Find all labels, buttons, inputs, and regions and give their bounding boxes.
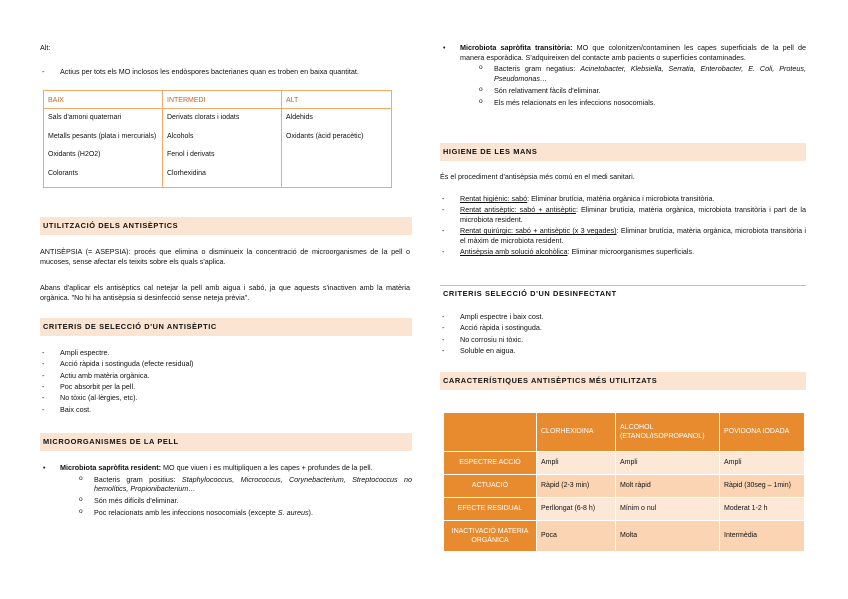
resident-list [40, 463, 412, 520]
table-row [444, 475, 805, 498]
list-item: - Acció ràpida i sostinguda. [440, 323, 806, 333]
item-label: Rentat antisèptic: sabó + antisèptic [460, 205, 576, 215]
table-row [444, 452, 805, 475]
item-text: : Eliminar brutícia, matèria orgànica, microbiota transitòria i part de la microbiota resident. [460, 205, 806, 225]
list-item [440, 194, 806, 204]
section-heading-desinfectant: CRITERIS SELECCIÓ D'UN DESINFECTANT [440, 285, 806, 303]
list-item: o Els més relacionats en les infeccions nosocomials. [460, 98, 806, 108]
list-item: Clorhexidina [167, 169, 206, 177]
transitoria-list [440, 43, 806, 109]
util-paragraph-1: ANTISÈPSIA (= ASEPSIA): procés que elimina o disminueix la concentració de microorganismes de la pell o mucoses, sense afectar els teixits sobre els quals s'aplica. [40, 247, 410, 266]
list-item [440, 43, 806, 107]
col-header-alt: ALT [282, 91, 392, 109]
antiseptics-table [443, 412, 805, 552]
section-heading-criteris-antiseptic: CRITERIS DE SELECCIÓ D'UN ANTISÈPTIC [40, 318, 412, 336]
list-item: - No corrosiu ni tòxic. [440, 335, 806, 345]
list-item: - Soluble en aigua. [440, 346, 806, 356]
list-item: - Acció ràpida i sostinguda (efecte residual) [40, 359, 412, 369]
list-item [460, 64, 806, 83]
list-item: - Actius per tots els MO inclosos les endòspores bacterianes quan es troben en baixa quantitat. [40, 67, 412, 77]
sub-italic: Staphylococcus, Micrococcus, Corynebacterium, Streptococcus no hemolítics, Propionibacterium… [94, 474, 412, 494]
list-item: - Ampli espectre i baix cost. [440, 312, 806, 322]
sub-italic: S. aureus [277, 507, 309, 517]
table-cell: Ampli [720, 452, 805, 475]
row-header: ACTUACIÓ [444, 475, 537, 498]
alt-label: Alt: [40, 43, 51, 52]
col-header-povidona: POVIDONA IODADA [720, 413, 805, 452]
row-header: INACTIVACIÓ MATERIA ORGÀNICA [444, 521, 537, 552]
item-text: : Eliminar brutícia, matèria orgànica i microbiota transitòria. [527, 194, 715, 203]
table-cell: Poca [537, 521, 616, 552]
list-item: Metalls pesants (plata i mercurials) [48, 132, 157, 140]
item-label: Rentat higiènic: sabó [460, 194, 528, 203]
col-header-clorhexidina: CLORHEXIDINA [537, 413, 616, 452]
item-text: : Eliminar microorganismes superficials. [567, 247, 695, 257]
list-item: - Ampli espectre. [40, 348, 412, 358]
desinf-list [440, 312, 806, 357]
list-item: Derivats clorats i iodats [167, 114, 240, 122]
col-header-alcohol: ALCOHOL (ETANOL/ISOPROPANOL) [616, 413, 720, 452]
table-cell: Molta [616, 521, 720, 552]
list-item: - Poc absorbit per la pell. [40, 382, 412, 392]
list-item: Colorants [48, 169, 78, 177]
table-row [444, 498, 805, 521]
table-cell: Ràpid (30seg – 1min) [720, 475, 805, 498]
list-item: - Actiu amb matèria orgànica. [40, 371, 412, 381]
sub-label: Bacteris gram negatius: [494, 64, 581, 74]
alt-cell [282, 109, 392, 188]
list-item: Sals d'amoni quaternari [48, 114, 122, 122]
col-header-baix: BAIX [44, 91, 163, 109]
col-header-intermedi: INTERMEDI [163, 91, 282, 109]
section-heading-higiene: HIGIENE DE LES MANS [440, 143, 806, 161]
list-item: - No tòxic (al·lèrgies, etc). [40, 393, 412, 403]
resident-text: MO que viuen i es multipliquen a les capes + profundes de la pell. [161, 463, 373, 472]
item-label: Antisèpsia amb solució alcohòlica [460, 247, 568, 257]
list-item [440, 226, 806, 245]
alt-list [40, 67, 412, 78]
higiene-intro: És el procediment d'antisèpsia més comú en el medi sanitari. [440, 172, 635, 181]
list-item: Alcohols [167, 132, 194, 140]
row-header: ESPECTRE ACCIÓ [444, 452, 537, 475]
list-item: Oxidants (àcid peracètic) [286, 132, 364, 140]
table-cell: Mínim o nul [616, 498, 720, 521]
sub-label: Bacteris gram positius: [94, 474, 182, 484]
resident-label: Microbiota sapròfita resident: [60, 463, 162, 472]
table-cell: Perllongat (6-8 h) [537, 498, 616, 521]
table-cell: Intermèdia [720, 521, 805, 552]
list-item: Fenol i derivats [167, 151, 215, 159]
list-item: Oxidants (H2O2) [48, 151, 101, 159]
resident-sublist [60, 475, 412, 518]
list-item [440, 247, 806, 257]
list-item [440, 205, 806, 224]
list-item [40, 463, 412, 518]
section-heading-microorganismes: MICROORGANISMES DE LA PELL [40, 433, 412, 451]
table-row [444, 521, 805, 552]
transitoria-sublist [460, 64, 806, 107]
intermedi-cell [163, 109, 282, 188]
item-label: Rentat quirúrgic: sabó + antisèptic (x 3 vegades) [460, 226, 617, 236]
higiene-list [440, 194, 806, 259]
transitoria-text: MO que colonitzen/contaminen les capes superficials de la pell de manera esporàdica. S'adquireixen del contacte amb pacients o superfícies contaminades. [460, 43, 806, 62]
table-cell: Ràpid (2-3 min) [537, 475, 616, 498]
table-cell: Molt ràpid [616, 475, 720, 498]
sub-italic: Acinetobacter, Klebsiella, Serratia, Enterobacter, E. Coli, Proteus, Pseudomonas… [494, 64, 806, 84]
baix-cell [44, 109, 163, 188]
table-cell: Ampli [537, 452, 616, 475]
levels-table [43, 90, 392, 188]
table-cell: Moderat 1-2 h [720, 498, 805, 521]
list-item: o Són relativament fàcils d'eliminar. [460, 86, 806, 96]
section-heading-caracteristiques: CARACTERÍSTIQUES ANTISÈPTICS MÉS UTILITZATS [440, 372, 806, 390]
table-cell: Ampli [616, 452, 720, 475]
criteris-list [40, 348, 412, 416]
util-paragraph-2: Abans d'aplicar els antisèptics cal netejar la pell amb aigua i sabó, ja que aquests s'inactiven amb la matèria orgànica. "No hi ha antisèpsia si desinfecció sense neteja prèvia". [40, 283, 410, 302]
corner-cell [444, 413, 537, 452]
list-item: Aldehids [286, 114, 313, 122]
transitoria-label: Microbiota sapròfita transitòria: [460, 43, 573, 52]
list-item [60, 508, 412, 518]
list-item: - Baix cost. [40, 405, 412, 415]
section-heading-utilitzacio: UTILITZACIÓ DELS ANTISÈPTICS [40, 217, 412, 235]
sub-text: ). [308, 507, 313, 517]
row-header: EFECTE RESIDUAL [444, 498, 537, 521]
list-item: o Són més difícils d'eliminar. [60, 496, 412, 506]
sub-text: Poc relacionats amb les infeccions nosocomials (excepte [94, 507, 278, 517]
list-item [60, 475, 412, 494]
item-text: : Eliminar brutícia, matèria orgànica, microbiota transitòria i el màxim de microbiota resident. [460, 226, 806, 246]
